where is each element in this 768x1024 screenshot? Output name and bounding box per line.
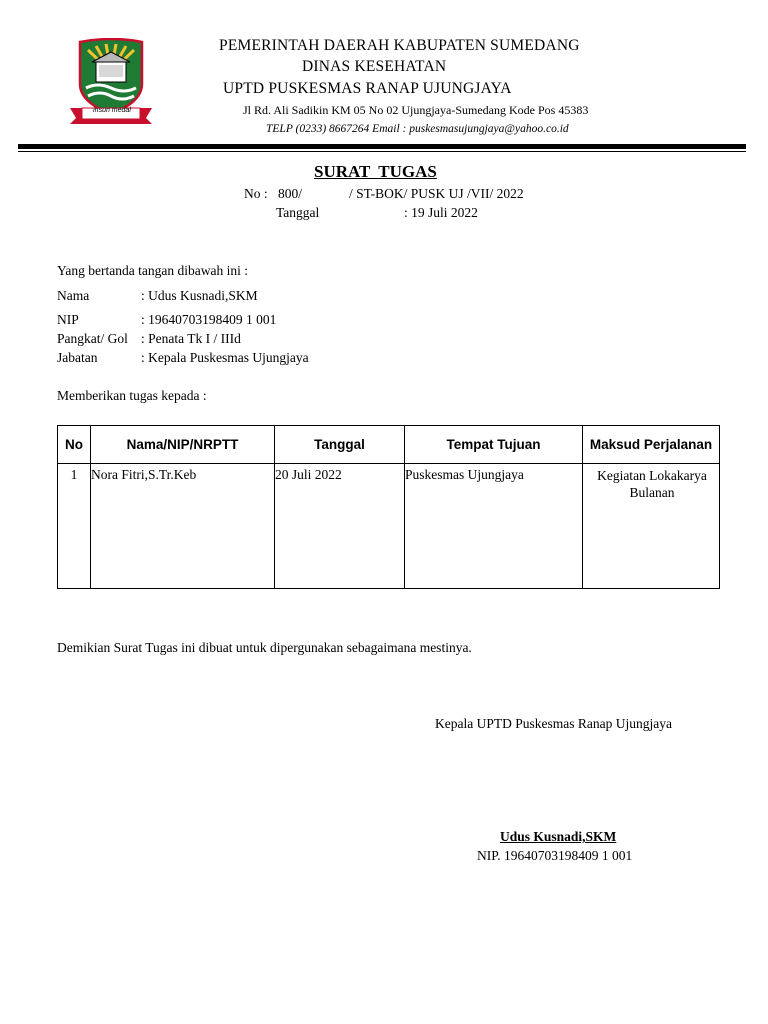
header-government: PEMERINTAH DAERAH KABUPATEN SUMEDANG bbox=[219, 37, 580, 54]
field-label-pangkat: Pangkat/ Gol bbox=[57, 331, 128, 346]
table-header-row bbox=[58, 426, 720, 464]
assignment-table bbox=[57, 425, 720, 589]
column-header-no: No bbox=[58, 426, 91, 464]
column-header-date: Tanggal bbox=[275, 426, 405, 464]
field-value-nama: : Udus Kusnadi,SKM bbox=[141, 288, 258, 303]
header-unit: UPTD PUSKESMAS RANAP UJUNGJAYA bbox=[223, 80, 512, 97]
signer-intro: Yang bertanda tangan dibawah ini : bbox=[57, 263, 248, 278]
field-label-jabatan: Jabatan bbox=[57, 350, 98, 365]
table-row bbox=[58, 464, 720, 589]
field-value-jabatan: : Kepala Puskesmas Ujungjaya bbox=[141, 350, 309, 365]
date-value: : 19 Juli 2022 bbox=[404, 205, 478, 220]
field-value-pangkat: : Penata Tk I / IIId bbox=[141, 331, 241, 346]
column-header-purpose: Maksud Perjalanan bbox=[583, 426, 720, 464]
regency-logo bbox=[66, 38, 156, 124]
assign-intro: Memberikan tugas kepada : bbox=[57, 388, 207, 403]
letter-title: SURAT TUGAS bbox=[314, 162, 437, 181]
signature-name: Udus Kusnadi,SKM bbox=[500, 829, 617, 844]
closing-text: Demikian Surat Tugas ini dibuat untuk dipergunakan sebagaimana mestinya. bbox=[57, 640, 472, 655]
cell-date: 20 Juli 2022 bbox=[275, 464, 405, 589]
number-suffix: / ST-BOK/ PUSK UJ /VII/ 2022 bbox=[349, 186, 524, 201]
number-value: 800/ bbox=[278, 186, 303, 201]
signature-nip: NIP. 19640703198409 1 001 bbox=[477, 848, 633, 863]
field-label-nip: NIP bbox=[57, 312, 79, 327]
header-rule-thick bbox=[18, 144, 746, 149]
field-label-nama: Nama bbox=[57, 288, 90, 303]
cell-name: Nora Fitri,S.Tr.Keb bbox=[91, 464, 275, 589]
logo-motto: insun medal bbox=[93, 107, 131, 114]
header-department: DINAS KESEHATAN bbox=[302, 58, 447, 75]
column-header-destination: Tempat Tujuan bbox=[405, 426, 583, 464]
cell-no: 1 bbox=[58, 464, 91, 589]
cell-destination: Puskesmas Ujungjaya bbox=[405, 464, 583, 589]
number-label: No : bbox=[244, 186, 268, 201]
date-label: Tanggal bbox=[276, 205, 320, 220]
field-value-nip: : 19640703198409 1 001 bbox=[141, 312, 277, 327]
column-header-name: Nama/NIP/NRPTT bbox=[91, 426, 275, 464]
header-address: Jl Rd. Ali Sadikin KM 05 No 02 Ujungjaya-Sumedang Kode Pos 45383 bbox=[243, 103, 589, 117]
header-rule-thin bbox=[18, 151, 746, 152]
cell-purpose: Kegiatan Lokakarya Bulanan bbox=[583, 464, 720, 589]
header-contact: TELP (0233) 8667264 Email : puskesmasujungjaya@yahoo.co.id bbox=[266, 123, 569, 135]
signature-position: Kepala UPTD Puskesmas Ranap Ujungjaya bbox=[435, 716, 672, 731]
